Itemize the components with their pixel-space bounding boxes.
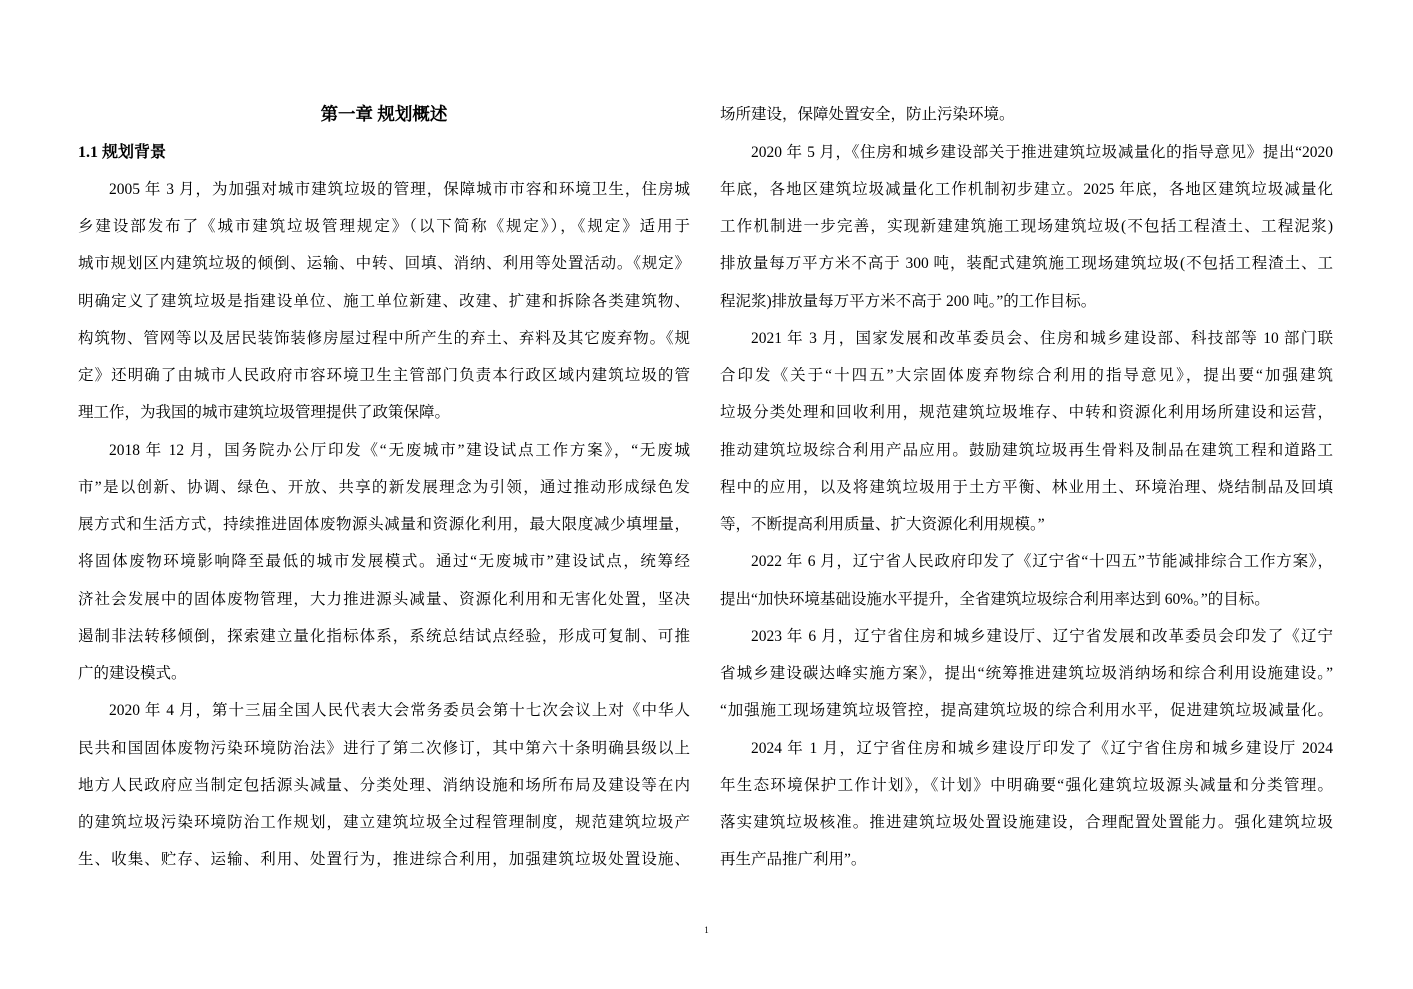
paragraph	[720, 134, 1333, 320]
paragraph-continued	[720, 96, 1333, 133]
paragraph-line: 构筑物、管网等以及居民装饰装修房屋过程中所产生的弃土、弃料及其它废弃物。《规	[78, 329, 690, 347]
paragraph-line: 济社会发展中的固体废物管理，大力推进源头减量、资源化利用和无害化处置，坚决	[78, 590, 690, 608]
paragraph	[78, 171, 690, 432]
paragraph-line: 遏制非法转移倾倒，探索建立量化指标体系，系统总结试点经验，形成可复制、可推	[78, 627, 690, 645]
paragraph-line: 2023 年 6 月，辽宁省住房和城乡建设厅、辽宁省发展和改革委员会印发了《辽宁	[751, 627, 1333, 645]
paragraph-line: 2020 年 4 月，第十三届全国人民代表大会常务委员会第十七次会议上对《中华人	[109, 702, 690, 720]
paragraph-line: 展方式和生活方式，持续推进固体废物源头减量和资源化利用，最大限度减少填埋量，	[78, 516, 690, 534]
paragraph-line: 民共和国固体废物污染环境防治法》进行了第二次修订，其中第六十条明确县级以上	[78, 739, 690, 757]
paragraph-line: 乡建设部发布了《城市建筑垃圾管理规定》（以下简称《规定》），《规定》适用于	[78, 218, 690, 236]
paragraph-line: 明确定义了建筑垃圾是指建设单位、施工单位新建、改建、扩建和拆除各类建筑物、	[78, 292, 690, 310]
paragraph	[78, 432, 690, 693]
paragraph-line: “加强施工现场建筑垃圾管控，提高建筑垃圾的综合利用水平，促进建筑垃圾减量化。	[720, 702, 1333, 720]
paragraph-line: 年底，各地区建筑垃圾减量化工作机制初步建立。2025 年底，各地区建筑垃圾减量化	[720, 180, 1333, 198]
paragraph-line: 场所建设，保障处置安全，防止污染环境。	[720, 106, 1015, 124]
paragraph-line: 2018 年 12 月，国务院办公厅印发《“无废城市”建设试点工作方案》，“无废城	[109, 441, 690, 459]
paragraph-line: 理工作，为我国的城市建筑垃圾管理提供了政策保障。	[78, 404, 451, 422]
paragraph-line: 2021 年 3 月，国家发展和改革委员会、住房和城乡建设部、科技部等 10 部门联	[751, 329, 1333, 347]
paragraph-line: 等，不断提高利用质量、扩大资源化利用规模。”	[720, 516, 1045, 534]
chapter-title: 第一章 规划概述	[320, 104, 448, 125]
paragraph-line: 市”是以创新、协调、绿色、开放、共享的新发展理念为引领，通过推动形成绿色发	[78, 478, 690, 496]
paragraph-line: 工作机制进一步完善，实现新建建筑施工现场建筑垃圾(不包括工程渣土、工程泥浆)	[720, 218, 1333, 236]
left-column	[78, 96, 690, 878]
paragraph-line: 省城乡建设碳达峰实施方案》，提出“统筹推进建筑垃圾消纳场和综合利用设施建设。”	[720, 665, 1333, 683]
paragraph-line: 落实建筑垃圾核准。推进建筑垃圾处置设施建设，合理配置处置能力。强化建筑垃圾	[720, 814, 1333, 832]
paragraph-line: 程中的应用，以及将建筑垃圾用于土方平衡、林业用土、环境治理、烧结制品及回填	[720, 478, 1333, 496]
paragraph	[720, 730, 1333, 879]
paragraph-line: 生、收集、贮存、运输、利用、处置行为，推进综合利用，加强建筑垃圾处置设施、	[78, 851, 690, 869]
paragraph-line: 程泥浆)排放量每万平方米不高于 200 吨。”的工作目标。	[720, 292, 1097, 310]
paragraph-line: 年生态环境保护工作计划》，《计划》中明确要“强化建筑垃圾源头减量和分类管理。	[720, 776, 1333, 794]
paragraph-line: 垃圾分类处理和回收利用，规范建筑垃圾堆存、中转和资源化利用场所建设和运营，	[720, 404, 1333, 422]
paragraph-line: 2020 年 5 月，《住房和城乡建设部关于推进建筑垃圾减量化的指导意见》提出“2020	[751, 143, 1333, 161]
section-heading: 1.1 规划背景	[78, 143, 167, 161]
paragraph-line: 的建筑垃圾污染环境防治工作规划，建立建筑垃圾全过程管理制度，规范建筑垃圾产	[78, 814, 690, 832]
paragraph	[78, 692, 690, 878]
paragraph	[720, 543, 1333, 618]
paragraph	[720, 320, 1333, 544]
paragraph-line: 再生产品推广利用”。	[720, 851, 867, 869]
right-column	[720, 96, 1333, 878]
paragraph-line: 2005 年 3 月，为加强对城市建筑垃圾的管理，保障城市市容和环境卫生，住房城	[109, 180, 690, 198]
paragraph-line: 定》还明确了由城市人民政府市容环境卫生主管部门负责本行政区域内建筑垃圾的管	[78, 367, 690, 385]
paragraph-line: 排放量每万平方米不高于 300 吨，装配式建筑施工现场建筑垃圾(不包括工程渣土、工	[720, 255, 1333, 273]
paragraph-line: 2024 年 1 月，辽宁省住房和城乡建设厅印发了《辽宁省住房和城乡建设厅 2024	[751, 739, 1333, 757]
paragraph-line: 2022 年 6 月，辽宁省人民政府印发了《辽宁省“十四五”节能减排综合工作方案》，	[751, 553, 1333, 571]
paragraph-line: 将固体废物环境影响降至最低的城市发展模式。通过“无废城市”建设试点，统筹经	[78, 553, 690, 571]
paragraph-line: 地方人民政府应当制定包括源头减量、分类处理、消纳设施和场所布局及建设等在内	[78, 776, 690, 794]
page-number: 1	[704, 925, 709, 935]
paragraph-line: 合印发《关于“十四五”大宗固体废弃物综合利用的指导意见》，提出要“加强建筑	[720, 367, 1333, 385]
paragraph-line: 城市规划区内建筑垃圾的倾倒、运输、中转、回填、消纳、利用等处置活动。《规定》	[78, 255, 690, 273]
paragraph	[720, 618, 1333, 730]
paragraph-line: 广的建设模式。	[78, 665, 187, 683]
paragraph-line: 推动建筑垃圾综合利用产品应用。鼓励建筑垃圾再生骨料及制品在建筑工程和道路工	[720, 441, 1333, 459]
paragraph-line: 提出“加快环境基础设施水平提升，全省建筑垃圾综合利用率达到 60%。”的目标。	[720, 590, 1270, 608]
